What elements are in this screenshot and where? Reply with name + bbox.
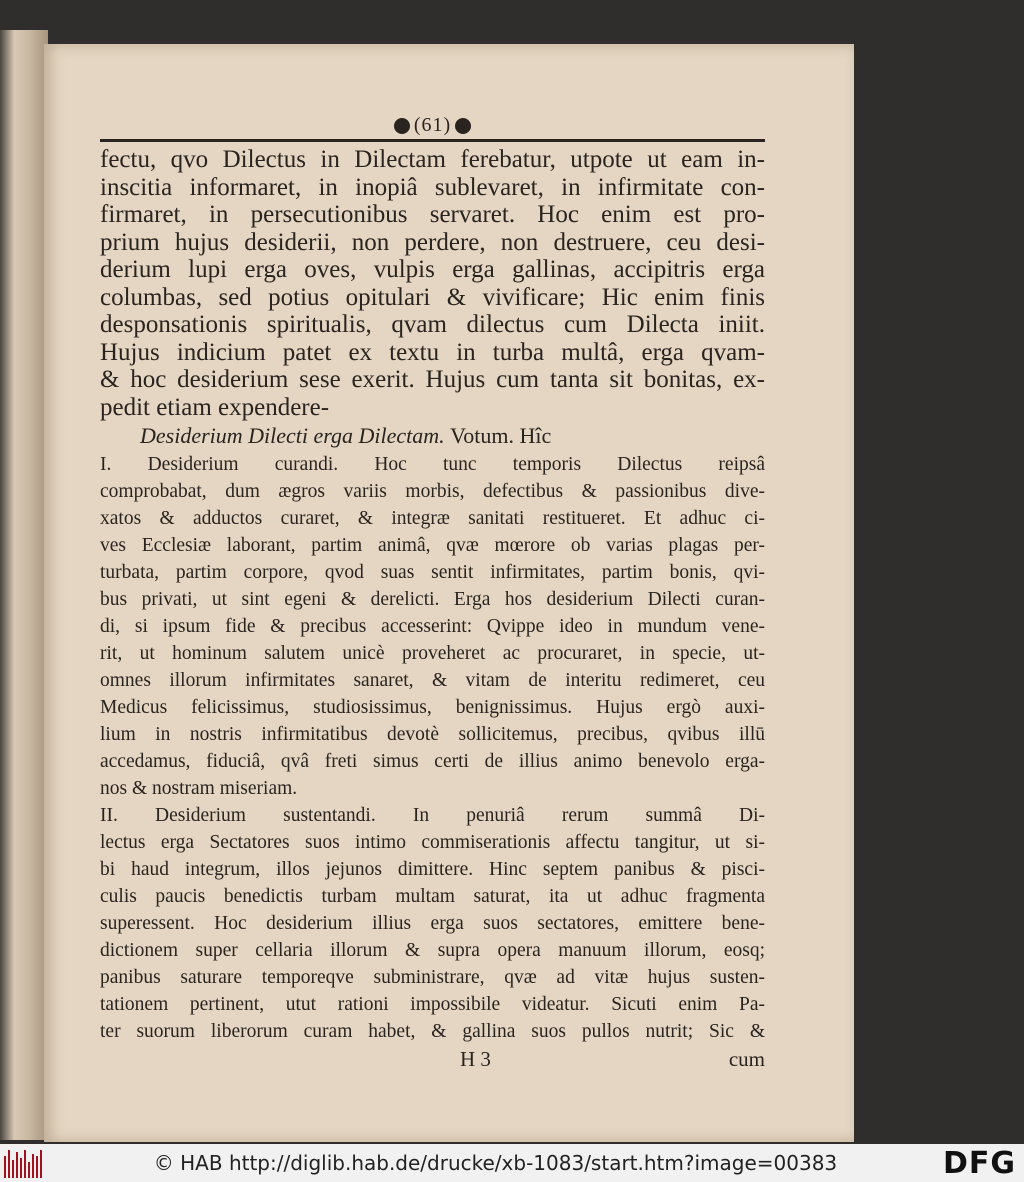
subtitle-italic: Desiderium Dilecti erga Dilectam.: [140, 423, 445, 448]
book-page: [44, 44, 854, 1142]
book-edge: [0, 30, 48, 1140]
paragraph-sustentandi: [100, 802, 765, 1045]
section-subtitle: [100, 421, 765, 451]
sustentandi-line: II. Desiderium sustentandi. In penuriâ rerum summâ Di-: [100, 805, 765, 826]
hab-logo-icon: [4, 1148, 48, 1178]
intro-line: fectu, qvo Dilectus in Dilectam ferebatur, utpote ut eam in-: [100, 146, 765, 173]
ornament-right-icon: [455, 118, 471, 134]
curandi-line: accedamus, fiduciâ, qvâ freti simus certi de illius animo benevolo erga-: [100, 751, 765, 772]
curandi-line: Medicus felicissimus, studiosissimus, benignissimus. Hujus ergò auxi-: [100, 697, 765, 718]
intro-line: inscitia informaret, in inopiâ sublevaret, in infirmitate con-: [100, 173, 765, 201]
page-number: (61): [413, 114, 452, 136]
header-rule: [100, 139, 765, 142]
page-footer: [100, 1047, 765, 1072]
intro-line: pedit etiam expendere-: [100, 393, 330, 421]
paragraph-intro: [100, 146, 765, 421]
catchword: cum: [728, 1047, 765, 1071]
sustentandi-line: superessent. Hoc desiderium illius erga suos sectatores, emittere bene-: [100, 913, 765, 934]
curandi-line: I. Desiderium curandi. Hoc tunc temporis Dilectus reipsâ: [100, 454, 765, 475]
curandi-line: bus privati, ut sint egeni & derelicti. Erga hos desiderium Dilecti curan-: [100, 589, 765, 610]
intro-line: columbas, sed potius opitulari & vivificare; Hic enim finis: [100, 283, 765, 311]
sustentandi-line: lectus erga Sectatores suos intimo commiserationis affectu tangitur, ut si-: [100, 832, 765, 853]
ornament-left-icon: [394, 118, 410, 134]
paragraph-curandi: [100, 451, 765, 802]
curandi-line: di, si ipsum fide & precibus accesserint: Qvippe ideo in mundum vene-: [100, 616, 765, 637]
intro-line: Hujus indicium patet ex textu in turba multâ, erga qvam-: [100, 338, 765, 366]
curandi-line: xatos & adductos curaret, & integræ sanitati restitueret. Et adhuc ci-: [100, 508, 765, 529]
curandi-line: comprobabat, dum ægros variis morbis, defectibus & passionibus dive-: [100, 481, 765, 502]
intro-line: firmaret, in persecutionibus servaret. Hoc enim est pro-: [100, 201, 765, 228]
sustentandi-line: panibus saturare temporeqve subministrare, qvæ ad vitæ hujus susten-: [100, 967, 765, 988]
page-header: [100, 114, 765, 137]
signature-mark: H 3: [460, 1047, 491, 1071]
sustentandi-line: tationem pertinent, utut rationi impossibile videatur. Sicuti enim Pa-: [100, 994, 765, 1015]
sustentandi-line: dictionem super cellaria illorum & supra opera manuum illorum, eosq;: [100, 940, 765, 961]
curandi-line: omnes illorum infirmitates sanaret, & vitam de interitu redimeret, ceu: [100, 670, 765, 691]
page-text: [100, 114, 765, 1072]
subtitle-roman: Votum. Hîc: [450, 423, 552, 448]
viewer-footer-bar: [0, 1144, 1024, 1182]
curandi-line: turbata, partim corpore, qvod suas sentit infirmitates, partim bonis, qvi-: [100, 562, 765, 583]
intro-line: prium hujus desiderii, non perdere, non destruere, ceu desi-: [100, 228, 765, 256]
source-url-link[interactable]: © HAB http://diglib.hab.de/drucke/xb-1083/start.htm?image=00383: [153, 1151, 838, 1175]
curandi-line: rit, ut hominum salutem unicè proveheret ac procuraret, in specie, ut-: [100, 643, 765, 664]
curandi-line: nos & nostram miseriam.: [100, 778, 298, 799]
sustentandi-line: culis paucis benedictis turbam multam saturat, ita ut adhuc fragmenta: [100, 886, 765, 907]
intro-line: & hoc desiderium sese exerit. Hujus cum tanta sit bonitas, ex-: [100, 366, 765, 393]
sustentandi-line: bi haud integrum, illos jejunos dimittere. Hinc septem panibus & pisci-: [100, 859, 765, 880]
dfg-logo: DFG: [942, 1145, 1016, 1181]
curandi-line: lium in nostris infirmitatibus devotè sollicitemus, precibus, qvibus illū: [100, 724, 765, 745]
curandi-line: ves Ecclesiæ laborant, partim animâ, qvæ mœrore ob varias plagas per-: [100, 535, 765, 556]
intro-line: desponsationis spiritualis, qvam dilectus cum Dilecta iniit.: [100, 311, 765, 338]
intro-line: derium lupi erga oves, vulpis erga gallinas, accipitris erga: [100, 256, 765, 283]
sustentandi-line: ter suorum liberorum curam habet, & gallina suos pullos nutrit; Sic &: [100, 1021, 765, 1042]
